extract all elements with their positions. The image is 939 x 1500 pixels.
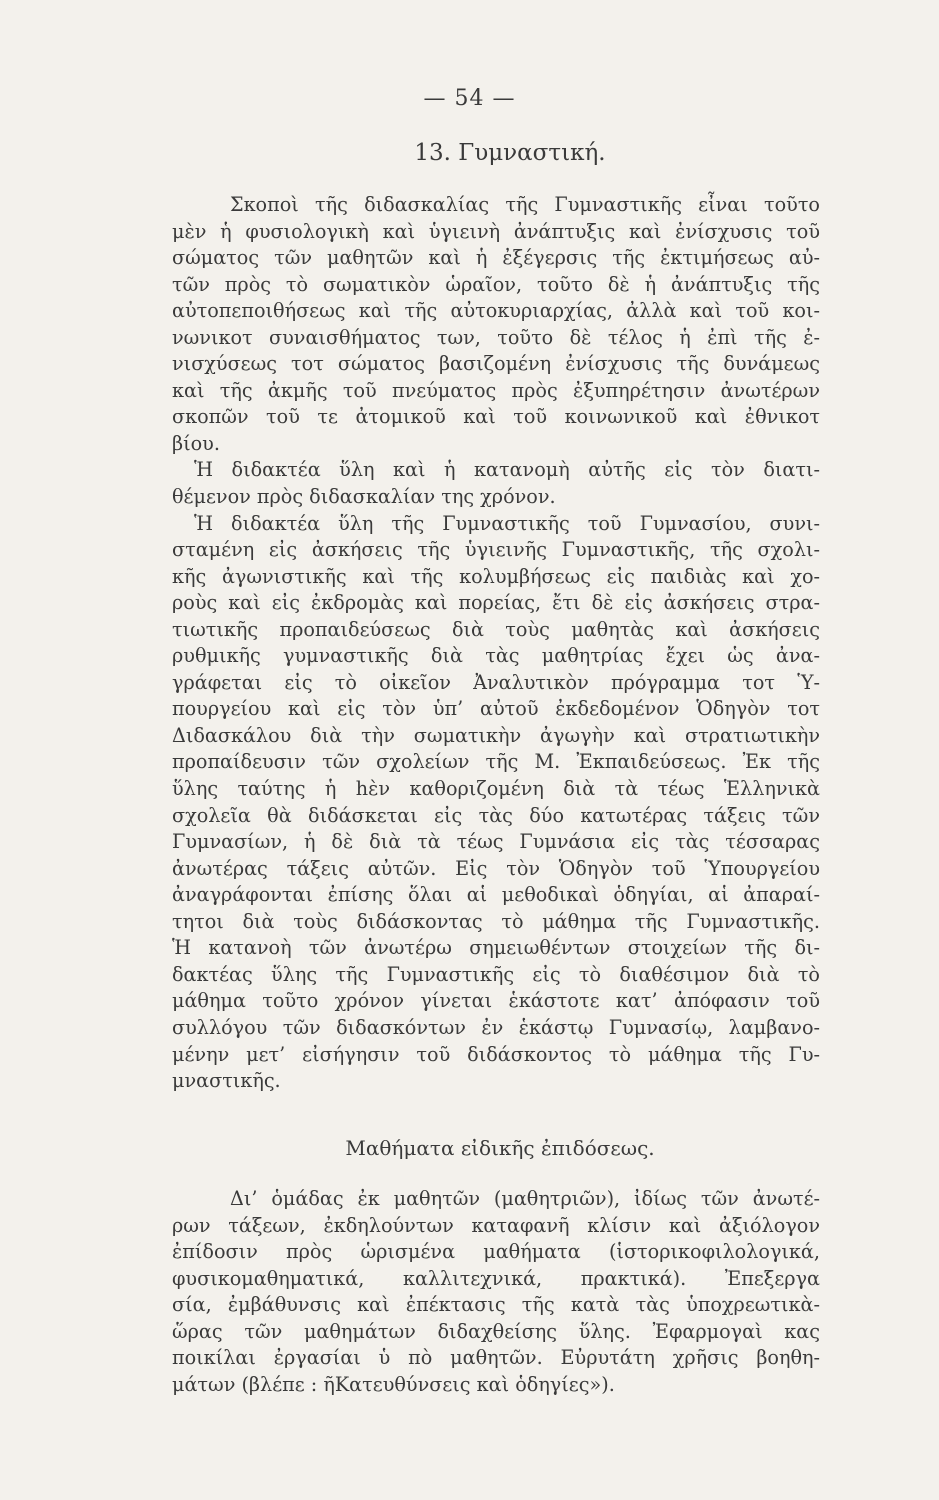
subheading: Μαθήματα εἰδικῆς ἐπιδόσεως.	[345, 1136, 655, 1160]
text-line: θέμενον πρὸς διδασκαλίαν της χρόνον.	[172, 485, 556, 509]
text-line: ρυθμικῆς γυμναστικῆς διὰ τὰς μαθητρίας ἔχει ὡς ἀνα-	[172, 644, 820, 668]
text-line: πουργείου καὶ εἰς τὸν ὑπ’ αὐτοῦ ἐκδεδομένον Ὁδηγὸν τοτ	[172, 697, 820, 721]
text-line: γράφεται εἰς τὸ οἰκεῖον Ἀναλυτικὸν πρόγραμμα τοτ Ὑ-	[172, 670, 820, 694]
text-line: μάτων (βλέπε : ῆΚατευθύνσεις καὶ ὁδηγίες»).	[172, 1372, 615, 1396]
text-line: σώματος τῶν μαθητῶν καὶ ἡ ἐξέγερσις τῆς ἐκτιμήσεως αὐ-	[172, 246, 820, 270]
text-line: κῆς ἀγωνιστικῆς καὶ τῆς κολυμβήσεως εἰς παιδιὰς καὶ χο-	[172, 564, 820, 588]
text-line: Ἡ διδακτέα ὕλη τῆς Γυμναστικῆς τοῦ Γυμνασίου, συνι-	[194, 511, 820, 535]
text-line: ποικίλαι ἐργασίαι ὑ πὸ μαθητῶν. Εὐρυτάτη χρῆσις βοηθη-	[172, 1346, 820, 1370]
page-number: — 54 —	[423, 86, 516, 111]
text-line: Ἡ διδακτέα ὕλη καὶ ἡ κατανομὴ αὐτῆς εἰς τὸν διατι-	[194, 458, 820, 482]
text-line: ἐπίδοσιν πρὸς ὡρισμένα μαθήματα (ἱστορικοφιλολογικά,	[172, 1240, 820, 1264]
text-line: σία, ἐμβάθυνσις καὶ ἐπέκτασις τῆς κατὰ τὰς ὑποχρεωτικὰ-	[172, 1293, 820, 1317]
text-line: μὲν ἡ φυσιολογικὴ καὶ ὑγιεινὴ ἀνάπτυξις καὶ ἐνίσχυσις τοῦ	[172, 219, 820, 243]
text-line: Δι’ ὁμάδας ἐκ μαθητῶν (μαθητριῶν), ἰδίως τῶν ἀνωτέ-	[230, 1187, 820, 1210]
text-line: σταμένη εἰς ἀσκήσεις τῆς ὑγιεινῆς Γυμναστικῆς, τῆς σχολι-	[172, 538, 820, 562]
text-line: νωνικοτ συναισθήματος των, τοῦτο δὲ τέλος ἡ ἐπὶ τῆς ἐ-	[172, 325, 820, 349]
text-line: ἀναγράφονται ἐπίσης ὅλαι αἱ μεθοδικαὶ ὁδηγίαι, αἱ ἀπαραί-	[172, 883, 820, 907]
text-line: μένην μετ’ εἰσήγησιν τοῦ διδάσκοντος τὸ μάθημα τῆς Γυ-	[172, 1042, 820, 1066]
text-line: ὕλης ταύτης ἡ hὲν καθοριζομένη διὰ τὰ τέως Ἑλληνικὰ	[172, 777, 820, 801]
text-line: ἀνωτέρας τάξεις αὐτῶν. Εἰς τὸν Ὁδηγὸν τοῦ Ὑπουργείου	[172, 856, 820, 880]
text-line: καὶ τῆς ἀκμῆς τοῦ πνεύματος πρὸς ἐξυπηρέτησιν ἀνωτέρων	[172, 378, 820, 402]
text-line: ροὺς καὶ εἰς ἐκδρομὰς καὶ πορείας, ἔτι δὲ εἰς ἀσκήσεις στρα-	[172, 591, 820, 615]
section-title: 13. Γυμναστική.	[414, 140, 606, 166]
text-line: τιωτικῆς προπαιδεύσεως διὰ τοὺς μαθητὰς καὶ ἀσκήσεις	[172, 617, 820, 641]
text-line: συλλόγου τῶν διδασκόντων ἐν ἑκάστῳ Γυμνασίῳ, λαμβανο-	[172, 1015, 820, 1039]
text-line: Διδασκάλου διὰ τὴν σωματικὴν ἀγωγὴν καὶ στρατιωτικὴν	[172, 723, 820, 747]
text-line: αὐτοπεποιθήσεως καὶ τῆς αὐτοκυριαρχίας, ἀλλὰ καὶ τοῦ κοι-	[172, 299, 820, 323]
text-line: ὥρας τῶν μαθημάτων διδαχθείσης ὕλης. Ἐφαρμογαὶ κας	[172, 1319, 820, 1343]
text-line: δακτέας ὕλης τῆς Γυμναστικῆς εἰς τὸ διαθέσιμον διὰ τὸ	[172, 962, 820, 986]
text-line: μναστικῆς.	[172, 1069, 281, 1093]
text-line: Γυμνασίων, ἡ δὲ διὰ τὰ τέως Γυμνάσια εἰς τὰς τέσσαρας	[172, 830, 820, 854]
text-line: Σκοποὶ τῆς διδασκαλίας τῆς Γυμναστικῆς εἶναι τοῦτο	[230, 193, 820, 216]
text-line: φυσικομαθηματικά, καλλιτεχνικά, πρακτικά). Ἐπεξεργα	[172, 1266, 820, 1290]
text-line: μάθημα τοῦτο χρόνον γίνεται ἑκάστοτε κατ’ ἀπόφασιν τοῦ	[172, 989, 820, 1013]
text-line: σκοπῶν τοῦ τε ἀτομικοῦ καὶ τοῦ κοινωνικοῦ καὶ ἐθνικοτ	[172, 405, 820, 429]
text-line: τητοι διὰ τοὺς διδάσκοντας τὸ μάθημα τῆς Γυμναστικῆς.	[172, 909, 820, 933]
text-line: ρων τάξεων, ἐκδηλούντων καταφανῆ κλίσιν καὶ ἀξιόλογον	[172, 1213, 820, 1237]
final-paragraph	[172, 1186, 820, 1398]
text-line: τῶν πρὸς τὸ σωματικὸν ὡραῖον, τοῦτο δὲ ἡ ἀνάπτυξις τῆς	[172, 272, 820, 296]
text-line: προπαίδευσιν τῶν σχολείων τῆς Μ. Ἐκπαιδεύσεως. Ἐκ τῆς	[172, 750, 820, 774]
text-line: βίου.	[172, 431, 220, 455]
text-line: νισχύσεως τοτ σώματος βασιζομένη ἐνίσχυσις τῆς δυνάμεως	[172, 352, 820, 376]
text-line: Ἡ κατανοὴ τῶν ἀνωτέρω σημειωθέντων στοιχείων τῆς δι-	[172, 936, 820, 960]
main-text	[172, 192, 820, 1095]
text-line: σχολεῖα θὰ διδάσκεται εἰς τὰς δύο κατωτέρας τάξεις τῶν	[172, 803, 820, 827]
